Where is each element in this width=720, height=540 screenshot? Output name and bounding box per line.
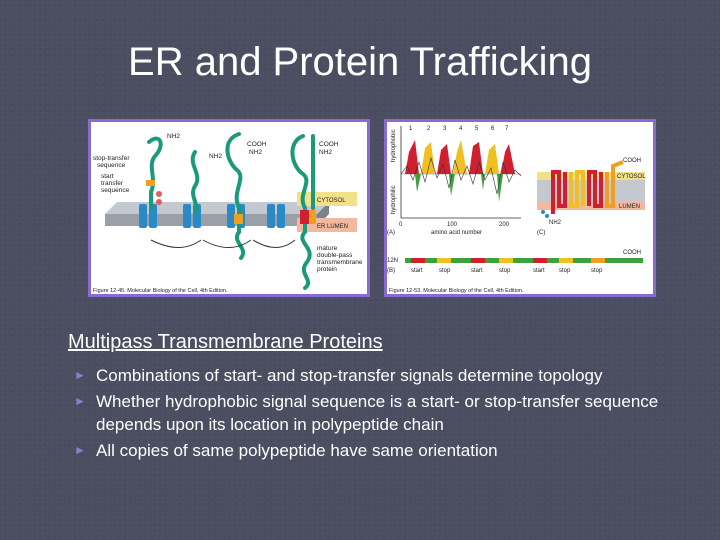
bullet-item <box>74 364 714 387</box>
label-n3: 3 <box>443 126 447 132</box>
bullet-item <box>74 390 714 436</box>
bullet-list <box>74 364 714 465</box>
label-seg-start-1: start <box>411 268 423 274</box>
label-n7: 7 <box>505 126 509 132</box>
label-mature-1: mature <box>317 245 338 252</box>
figure-hydropathy-plot <box>384 119 656 297</box>
label-seg-stop-1: stop <box>439 268 451 274</box>
label-sequence-1: sequence <box>97 162 126 169</box>
bullet-item <box>74 439 714 462</box>
label-seg-start-3: start <box>533 268 545 274</box>
insertion-diagram <box>91 122 367 294</box>
label-x100: 100 <box>447 222 458 228</box>
label-nh2-right: NH2 <box>319 149 333 156</box>
bullet-text: Combinations of start- and stop-transfer signals determine topology <box>96 366 603 385</box>
label-n4: 4 <box>459 126 463 132</box>
bullet-text: Whether hydrophobic signal sequence is a start- or stop-transfer sequence depends upon its location in polypeptide chain <box>96 392 659 434</box>
label-mature-4: protein <box>317 266 337 273</box>
label-n6: 6 <box>491 126 495 132</box>
label-sequence-2: sequence <box>101 187 130 194</box>
label-nh2-b: NH2 <box>249 149 263 156</box>
label-cooh-mid: COOH <box>247 141 267 148</box>
bullet-arrow-icon: ► <box>74 368 86 382</box>
label-panel-c: (C) <box>537 230 546 236</box>
figure-right-caption: Figure 12-53. Molecular Biology of the Cell, 4th Edition. <box>389 288 524 294</box>
label-nh2-b: 12N <box>387 258 399 264</box>
bullet-arrow-icon: ► <box>74 443 86 457</box>
label-n5: 5 <box>475 126 479 132</box>
slide-title: ER and Protein Trafficking <box>128 40 592 84</box>
label-nh2-c: NH2 <box>549 220 562 226</box>
label-x-axis: amino acid number <box>431 230 483 236</box>
figure-multipass-insertion <box>88 119 370 297</box>
label-cytosol: CYTOSOL <box>317 198 346 204</box>
bullet-arrow-icon: ► <box>74 394 86 408</box>
hydropathy-peaks <box>401 140 521 202</box>
label-transfer: transfer <box>101 180 124 187</box>
label-panel-b: (B) <box>387 268 395 274</box>
label-mature-3: transmembrane <box>317 259 363 266</box>
figure-left-caption: Figure 12-45. Molecular Biology of the Cell, 4th Edition. <box>93 288 228 294</box>
label-seg-stop-3: stop <box>559 268 571 274</box>
label-seg-stop-2: stop <box>499 268 511 274</box>
label-x200: 200 <box>499 222 510 228</box>
label-mature-2: double-pass <box>317 252 353 259</box>
section-subtitle: Multipass Transmembrane Proteins <box>68 331 383 353</box>
label-lumen-c: LUMEN <box>619 204 641 210</box>
label-nh2-mid: NH2 <box>209 153 223 160</box>
label-cooh-c: COOH <box>623 158 641 164</box>
label-nh2-top: NH2 <box>167 133 181 140</box>
membrane-slab <box>105 214 317 226</box>
label-cooh-right: COOH <box>319 141 339 148</box>
label-panel-a: (A) <box>387 230 395 236</box>
label-n2: 2 <box>427 126 431 132</box>
segment-bar <box>405 258 643 263</box>
label-stop-transfer: stop-transfer <box>93 155 130 162</box>
label-seg-stop-4: stop <box>591 268 603 274</box>
label-seg-start-2: start <box>471 268 483 274</box>
label-er-lumen: ER LUMEN <box>317 224 349 230</box>
label-start: start <box>101 173 114 180</box>
hydropathy-diagram <box>387 122 653 294</box>
label-x0: 0 <box>399 222 403 228</box>
bullet-text: All copies of same polypeptide have same orientation <box>96 441 498 460</box>
label-hydrophobic: hydrophobic <box>391 129 397 162</box>
label-hydrophilic: hydrophilic <box>391 185 397 214</box>
label-cooh-b: COOH <box>623 250 641 256</box>
label-n1: 1 <box>409 126 413 132</box>
step-arrows <box>151 240 295 248</box>
membrane-top <box>105 202 329 214</box>
label-cytosol-c: CYTOSOL <box>617 174 646 180</box>
